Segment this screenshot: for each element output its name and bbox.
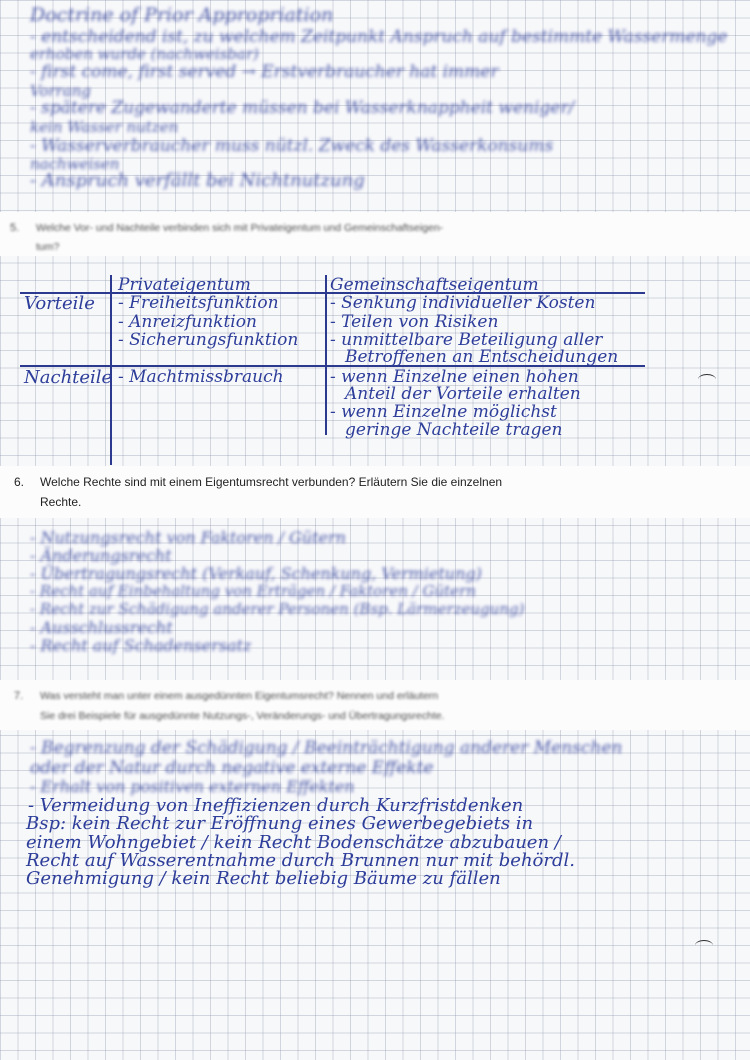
- pro-common-item: - Teilen von Risiken: [330, 312, 499, 332]
- question-5-line-2: tum?: [36, 241, 60, 253]
- pro-common-item: - unmittelbare Beteiligung aller: [330, 330, 603, 350]
- table-row-pros: Vorteile: [24, 293, 95, 314]
- punch-hole-mark: [695, 940, 713, 951]
- table-header-private: Privateigentum: [118, 275, 251, 295]
- prior-line: - entscheidend ist, zu welchem Zeitpunkt Anspruch auf bestimmte Wassermenge: [30, 27, 728, 47]
- q7-answer-line: Genehmigung / kein Recht beliebig Bäume zu fällen: [26, 868, 501, 889]
- con-common-item: - wenn Einzelne möglichst: [330, 402, 557, 422]
- q7-answer-line: einem Wohngebiet / kein Recht Bodenschätze abzubauen /: [26, 832, 561, 853]
- question-7-number: 7.: [14, 690, 24, 702]
- prior-line: nachweisen: [30, 155, 120, 173]
- con-common-item: - wenn Einzelne einen hohen: [330, 367, 579, 387]
- punch-hole-mark: [698, 374, 716, 385]
- q6-answer-line: - Ausschlussrecht: [30, 618, 173, 637]
- q6-answer-line: - Übertragungsrecht (Verkauf, Schenkung, Vermietung): [30, 564, 482, 583]
- prior-line: kein Wasser nutzen: [30, 118, 179, 136]
- q7-answer-line: - Erhalt von positiven externen Effekten: [30, 777, 355, 796]
- q7-answer-line: oder der Natur durch negative externe Effekte: [30, 758, 434, 778]
- q6-answer-line: - Änderungsrecht: [30, 546, 172, 565]
- prior-line: - Anspruch verfällt bei Nichtnutzung: [30, 170, 365, 191]
- question-5-number: 5.: [10, 222, 20, 234]
- q6-answer-line: - Recht auf Schadensersatz: [30, 636, 252, 655]
- question-7-line-2: Sie drei Beispiele für ausgedünnte Nutzungs-, Veränderungs- und Übertragungsrechte.: [40, 710, 445, 722]
- table-header-common: Gemeinschaftseigentum: [330, 275, 539, 295]
- pro-common-item: Betroffenen an Entscheidungen: [345, 347, 619, 367]
- pro-private-item: - Sicherungsfunktion: [118, 330, 299, 350]
- con-private-item: - Machtmissbrauch: [118, 367, 284, 387]
- prior-appropriation-title: Doctrine of Prior Appropriation: [30, 4, 334, 26]
- q6-answer-line: - Nutzungsrecht von Faktoren / Gütern: [30, 528, 346, 547]
- table-row-cons: Nachteile: [24, 367, 113, 388]
- question-5-line-1: Welche Vor- und Nachteile verbinden sich mit Privateigentum und Gemeinschaftseigen-: [36, 222, 444, 234]
- prior-line: Vorrang: [30, 82, 92, 100]
- question-6-number: 6.: [14, 475, 25, 489]
- q6-answer-line: - Recht auf Einbehaltung von Erträgen / Faktoren / Gütern: [30, 582, 476, 600]
- pro-private-item: - Freiheitsfunktion: [118, 293, 279, 313]
- con-common-item: geringe Nachteile tragen: [345, 420, 563, 440]
- prior-line: - spätere Zugewanderte müssen bei Wasserknappheit weniger/: [30, 98, 575, 118]
- prior-line: erhoben wurde (nachweisbar): [30, 45, 259, 63]
- question-6-line-1: Welche Rechte sind mit einem Eigentumsrecht verbunden? Erläutern Sie die einzelnen: [40, 475, 503, 489]
- table-line: [325, 275, 327, 435]
- con-common-item: Anteil der Vorteile erhalten: [345, 384, 581, 404]
- q7-answer-line: Bsp: kein Recht zur Eröffnung eines Gewerbegebiets in: [26, 813, 534, 834]
- question-7-line-1: Was versteht man unter einem ausgedünnten Eigentumsrecht? Nennen und erläutern: [40, 690, 439, 702]
- prior-line: - Wasserverbraucher muss nützl. Zweck des Wasserkonsums: [30, 136, 554, 156]
- prior-line: - first come, first served → Erstverbraucher hat immer: [30, 62, 499, 82]
- q7-answer-line: Recht auf Wasserentnahme durch Brunnen nur mit behördl.: [26, 850, 575, 871]
- q6-answer-line: - Recht zur Schädigung anderer Personen (Bsp. Lärmerzeugung): [30, 600, 525, 618]
- question-6-line-2: Rechte.: [40, 495, 82, 509]
- q7-answer-line: - Begrenzung der Schädigung / Beeinträchtigung anderer Menschen: [30, 738, 623, 758]
- pro-common-item: - Senkung individueller Kosten: [330, 293, 596, 313]
- q7-answer-line: - Vermeidung von Ineffizienzen durch Kurzfristdenken: [28, 795, 524, 816]
- pro-private-item: - Anreizfunktion: [118, 312, 257, 332]
